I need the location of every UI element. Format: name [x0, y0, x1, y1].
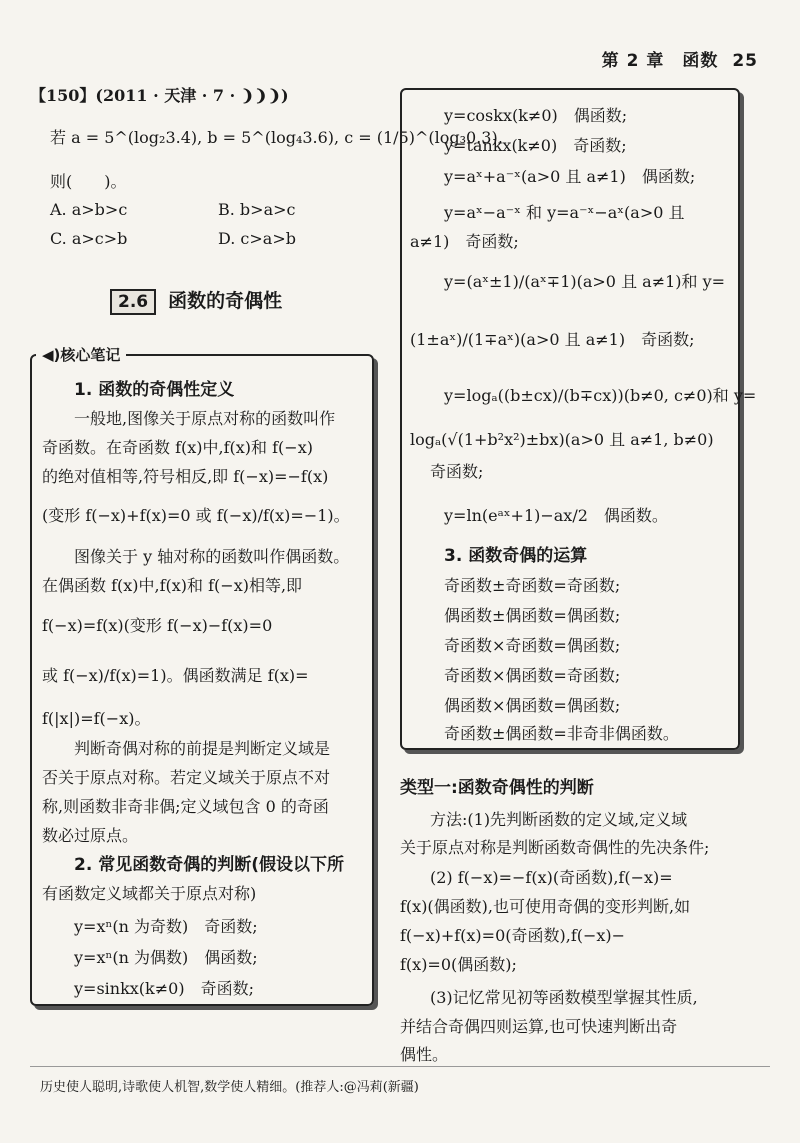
type1-line: 方法:(1)先判断函数的定义域,定义域 — [430, 810, 688, 829]
note-line: 奇函数; — [430, 462, 484, 481]
option-b: B. b>a>c — [218, 200, 296, 219]
note-line: 的绝对值相等,符号相反,即 f(−x)=−f(x) — [42, 467, 329, 486]
note-line: 奇函数。在奇函数 f(x)中,f(x)和 f(−x) — [42, 438, 313, 457]
note-line: 否关于原点对称。若定义域关于原点不对 — [42, 768, 331, 787]
note-line: 有函数定义域都关于原点对称) — [42, 884, 257, 903]
note-line: f(−x)=f(x)(变形 f(−x)−f(x)=0 — [42, 616, 273, 635]
footer-quote: 历史使人聪明,诗歌使人机智,数学使人精细。(推荐人:@冯莉(新疆) — [40, 1080, 419, 1095]
problem-question: 若 a = 5^(log₂3.4), b = 5^(log₄3.6), c = (1/5)^(log₃0.3), — [50, 128, 503, 147]
note-line: 奇函数±奇函数=奇函数; — [444, 576, 621, 595]
problem-heading — [30, 86, 289, 106]
note-line: 称,则函数非奇非偶;定义域包含 0 的奇函 — [42, 797, 329, 816]
page-number: 25 — [732, 51, 758, 71]
note-line: y=ln(eᵃˣ+1)−ax/2 偶函数。 — [444, 506, 668, 525]
note-line: f(|x|)=f(−x)。 — [42, 709, 151, 728]
problem-prompt: 则( )。 — [50, 172, 127, 191]
type1-line: 并结合奇偶四则运算,也可快速判断出奇 — [400, 1017, 678, 1036]
problem-tag: 【150】 — [30, 86, 96, 105]
note-line: y=sinkx(k≠0) 奇函数; — [74, 979, 254, 998]
note-line: y=coskx(k≠0) 偶函数; — [444, 106, 628, 125]
note-line: 在偶函数 f(x)中,f(x)和 f(−x)相等,即 — [42, 576, 303, 595]
chapter-title: 第 2 章 函数 — [601, 51, 719, 71]
note-line: 奇函数±偶函数=非奇非偶函数。 — [444, 724, 679, 743]
type1-line: f(−x)+f(x)=0(奇函数),f(−x)− — [400, 926, 626, 945]
note-line: 或 f(−x)/f(x)=1)。偶函数满足 f(x)= — [42, 666, 309, 685]
type1-line: f(x)(偶函数),也可使用奇偶的变形判断,如 — [400, 897, 691, 916]
option-d: D. c>a>b — [218, 229, 296, 248]
note-line: 数必过原点。 — [42, 826, 139, 845]
option-c: C. a>c>b — [50, 229, 128, 248]
note-line: 2. 常见函数奇偶的判断(假设以下所 — [74, 855, 344, 875]
footer-divider — [30, 1066, 770, 1067]
note-line: 偶函数×偶函数=偶函数; — [444, 696, 621, 715]
note-line: 判断奇偶对称的前提是判断定义域是 — [74, 739, 331, 758]
note-line: y=xⁿ(n 为偶数) 偶函数; — [74, 948, 258, 967]
type1-title: 类型一:函数奇偶性的判断 — [400, 778, 594, 798]
section-number: 2.6 — [110, 289, 156, 315]
note-line: a≠1) 奇函数; — [410, 232, 519, 251]
note-line: y=aˣ−a⁻ˣ 和 y=a⁻ˣ−aˣ(a>0 且 — [444, 203, 685, 222]
note-line: 1. 函数的奇偶性定义 — [74, 380, 235, 400]
page-header — [602, 46, 758, 71]
problem-source: (2011 · 天津 · 7 · ❩❩❩) — [95, 86, 289, 105]
type1-line: (3)记忆常见初等函数模型掌握其性质, — [430, 988, 698, 1007]
note-line: 奇函数×偶函数=奇函数; — [444, 666, 621, 685]
section-title: 函数的奇偶性 — [168, 290, 283, 312]
core-notes-label: ◀)核心笔记 — [36, 344, 126, 365]
note-line: y=tankx(k≠0) 奇函数; — [444, 136, 627, 155]
note-line: 偶函数±偶函数=偶函数; — [444, 606, 621, 625]
note-line: (变形 f(−x)+f(x)=0 或 f(−x)/f(x)=−1)。 — [42, 506, 350, 525]
note-line: logₐ(√(1+b²x²)±bx)(a>0 且 a≠1, b≠0) — [410, 430, 714, 449]
type1-line: (2) f(−x)=−f(x)(奇函数),f(−x)= — [430, 868, 673, 887]
note-line: (1±aˣ)/(1∓aˣ)(a>0 且 a≠1) 奇函数; — [410, 330, 695, 349]
note-line: y=xⁿ(n 为奇数) 奇函数; — [74, 917, 258, 936]
note-line: y=(aˣ±1)/(aˣ∓1)(a>0 且 a≠1)和 y= — [444, 272, 726, 291]
section-title-block — [110, 286, 282, 315]
note-line: y=logₐ((b±cx)/(b∓cx))(b≠0, c≠0)和 y= — [444, 386, 757, 405]
type1-line: f(x)=0(偶函数); — [400, 955, 517, 974]
note-line: 3. 函数奇偶的运算 — [444, 546, 588, 566]
note-line: 一般地,图像关于原点对称的函数叫作 — [74, 409, 336, 428]
option-a: A. a>b>c — [50, 200, 128, 219]
note-line: 奇函数×奇函数=偶函数; — [444, 636, 621, 655]
note-line: y=aˣ+a⁻ˣ(a>0 且 a≠1) 偶函数; — [444, 167, 696, 186]
note-line: 图像关于 y 轴对称的函数叫作偶函数。 — [74, 547, 350, 566]
type1-line: 偶性。 — [400, 1045, 449, 1064]
type1-line: 关于原点对称是判断函数奇偶性的先决条件; — [400, 838, 710, 857]
